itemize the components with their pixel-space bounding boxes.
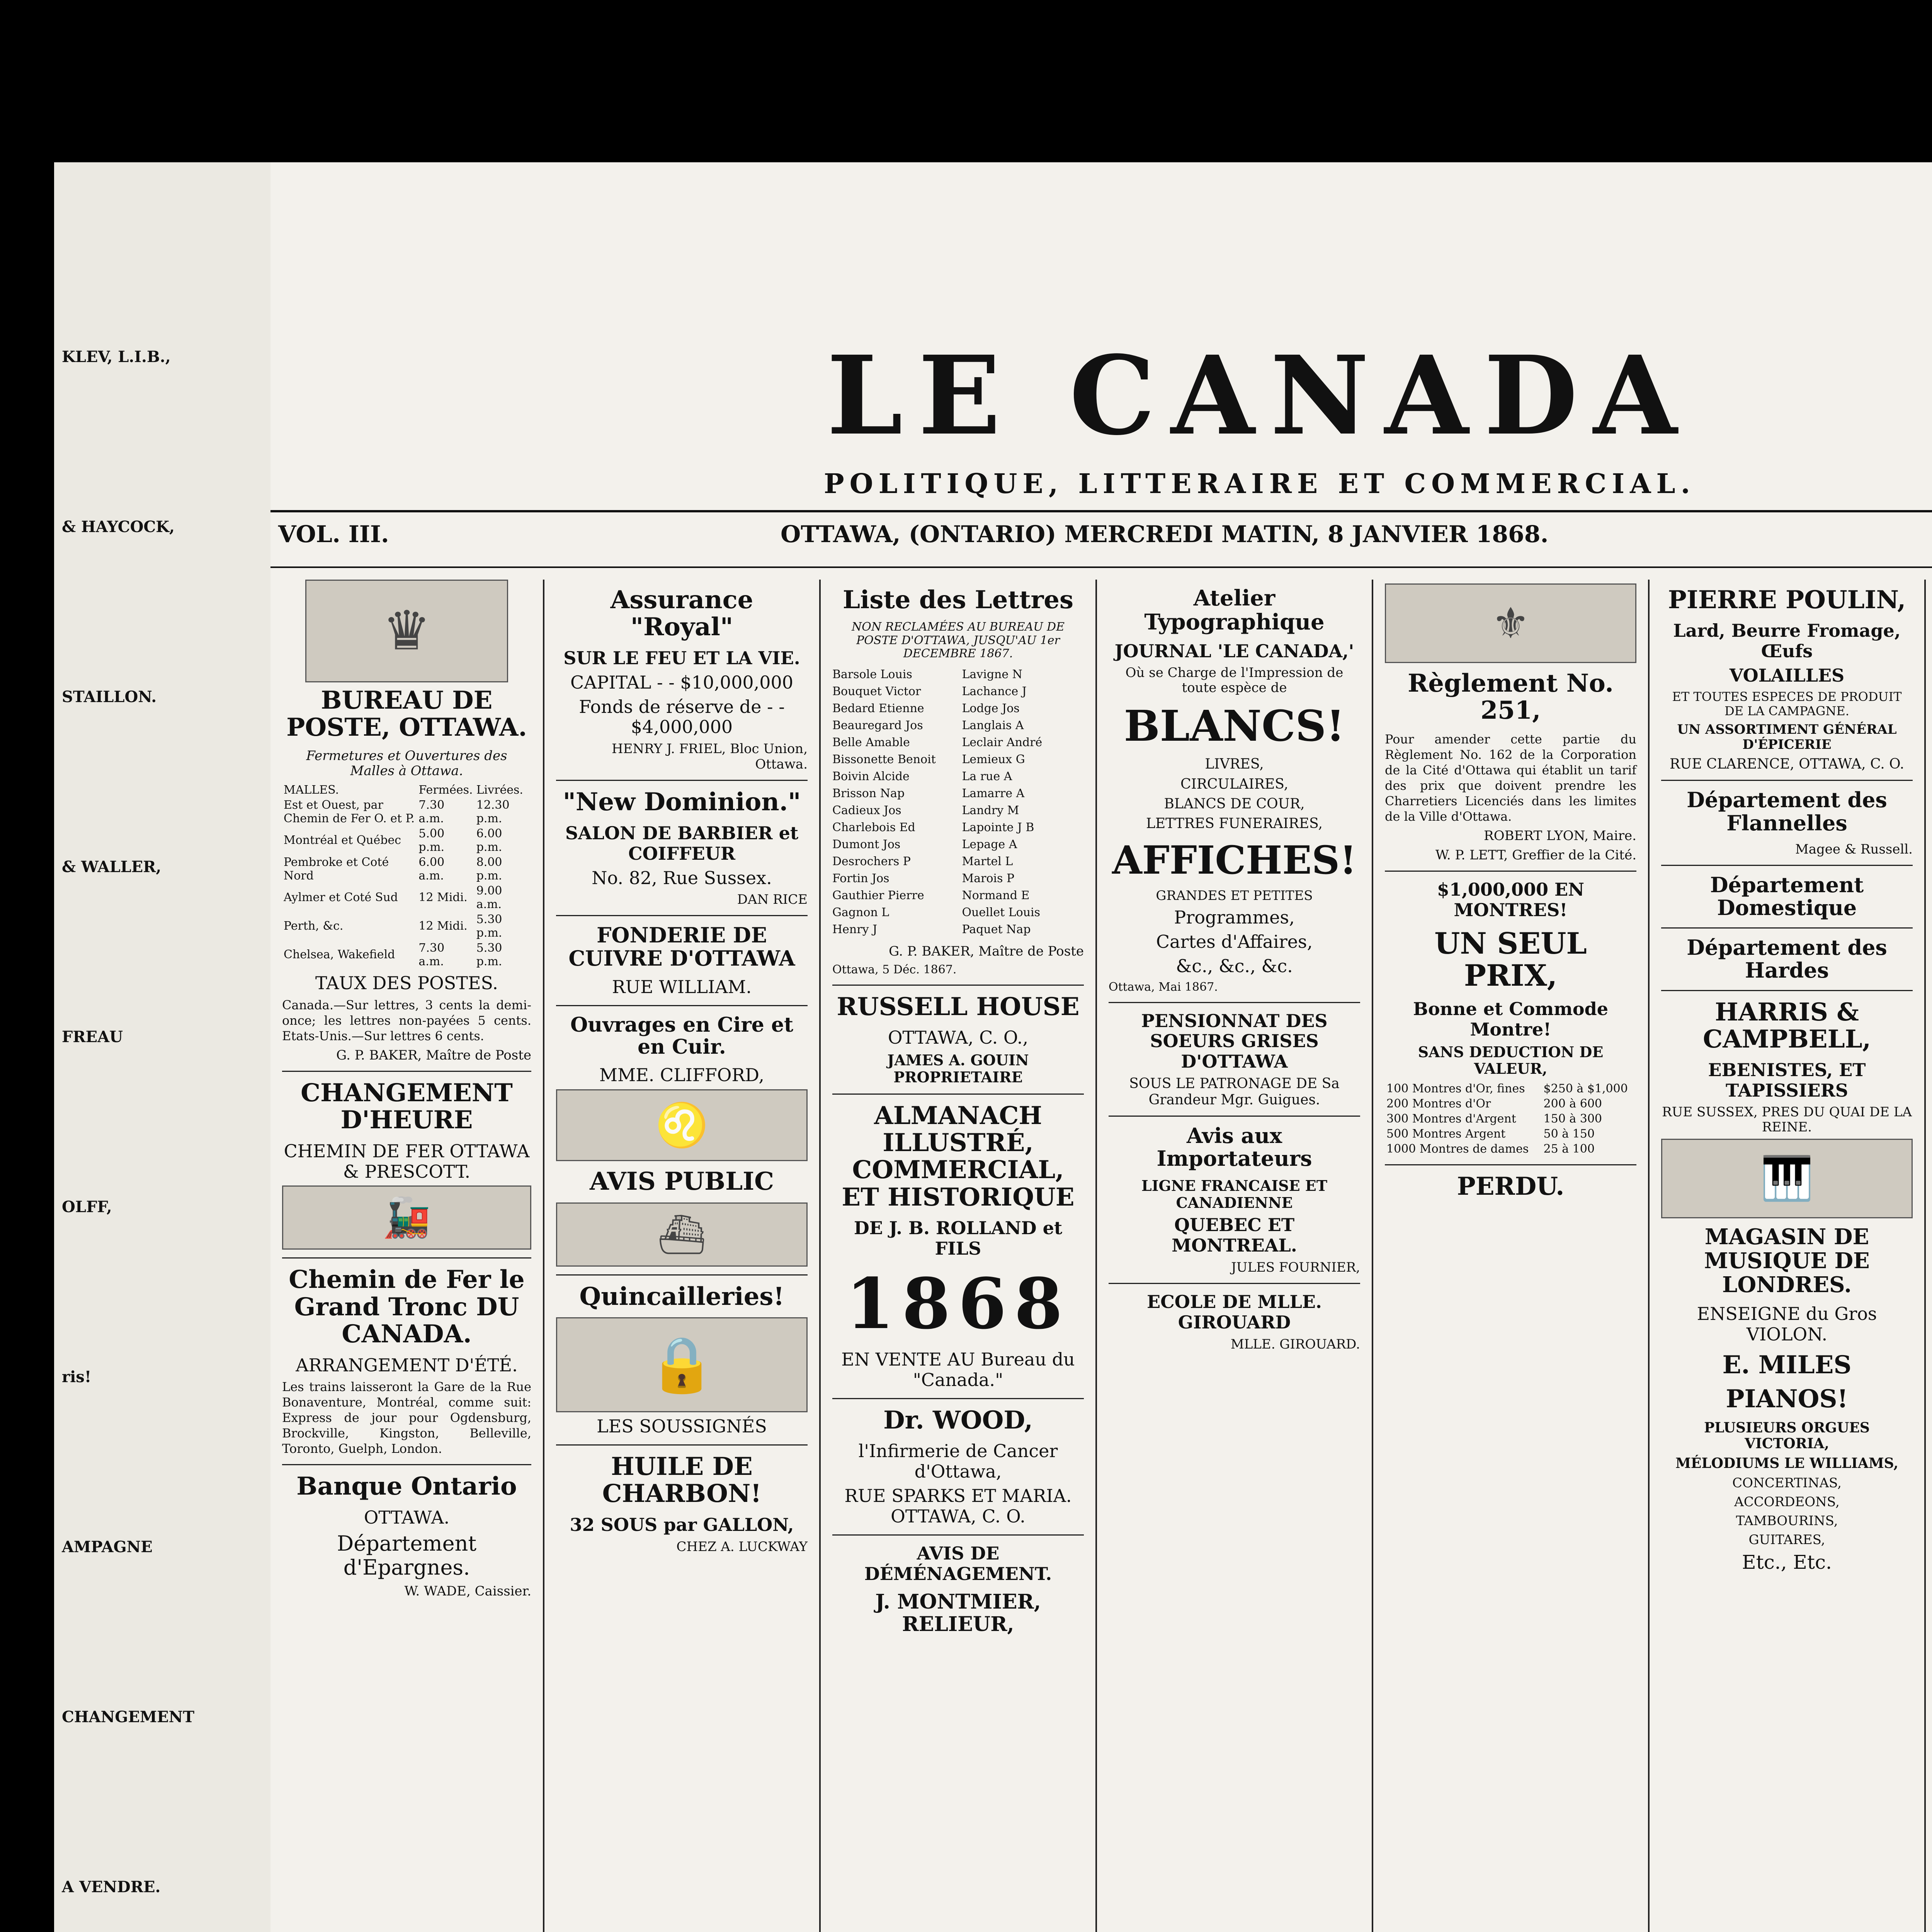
savings-dept-heading: Département d'Epargnes. bbox=[337, 1531, 477, 1580]
merchant-produce: ET TOUTES ESPECES DE PRODUIT DE LA CAMPAGNE. bbox=[1672, 689, 1902, 718]
blanks-heading: BLANCS! bbox=[1124, 701, 1345, 751]
table-cell: $250 à $1,000 bbox=[1543, 1082, 1628, 1095]
coat-of-arms-icon: ⚜ bbox=[1492, 599, 1530, 648]
strip-fragment: STAILLON. bbox=[62, 688, 157, 706]
table-cell: 7.30 a.m. bbox=[418, 941, 445, 968]
divider bbox=[1109, 1002, 1360, 1003]
list-item: Normand E bbox=[962, 888, 1030, 902]
cabinetmaker-address: RUE SUSSEX, PRES DU QUAI DE LA REINE. bbox=[1662, 1104, 1912, 1135]
foundry-heading: FONDERIE DE CUIVRE D'OTTAWA bbox=[568, 923, 795, 971]
wax-work-heading: Ouvrages en Cire et en Cuir. bbox=[570, 1013, 794, 1059]
divider bbox=[832, 985, 1084, 986]
table-row bbox=[282, 826, 531, 855]
table-cell: 6.00 p.m. bbox=[476, 827, 502, 854]
boarding-school-heading: PENSIONNAT DES SOEURS GRISES D'OTTAWA bbox=[1141, 1010, 1328, 1072]
russell-house-heading: RUSSELL HOUSE bbox=[837, 992, 1080, 1021]
column-6 bbox=[1650, 580, 1924, 1932]
flannel-dept-heading: Département des Flannelles bbox=[1687, 787, 1887, 835]
table-row bbox=[1385, 1126, 1636, 1141]
table-cell: 5.00 p.m. bbox=[418, 827, 445, 854]
list-item: La rue A bbox=[962, 769, 1012, 783]
steamship-illustration bbox=[556, 1202, 808, 1267]
list-item: Gauthier Pierre bbox=[832, 888, 924, 902]
newspaper-page bbox=[270, 162, 1932, 1932]
insurance-capital: CAPITAL - - $10,000,000 bbox=[570, 672, 794, 693]
list-item: Paquet Nap bbox=[962, 922, 1031, 936]
mayor-signature: ROBERT LYON, Maire. bbox=[1484, 828, 1636, 844]
organs-line: PLUSIEURS ORGUES VICTORIA, bbox=[1704, 1419, 1870, 1452]
instrument-item: ACCORDEONS, bbox=[1734, 1494, 1840, 1510]
music-store-owner: E. MILES bbox=[1722, 1350, 1852, 1379]
merchant-goods: Lard, Beurre Fromage, Œufs bbox=[1673, 620, 1901, 662]
column-4 bbox=[1097, 580, 1372, 1932]
padlock-icon: 🔒 bbox=[648, 1333, 716, 1396]
volume-number: VOL. III. bbox=[278, 521, 389, 548]
table-row bbox=[1385, 1141, 1636, 1156]
divider bbox=[1661, 927, 1913, 929]
cabinetmaker-heading: HARRIS & CAMPBELL, bbox=[1703, 997, 1871, 1054]
almanac-sale-location: EN VENTE AU Bureau du "Canada." bbox=[841, 1349, 1075, 1390]
table-cell: 200 Montres d'Or bbox=[1386, 1097, 1491, 1111]
almanac-year: 1868 bbox=[846, 1263, 1070, 1345]
list-item: Dumont Jos bbox=[832, 837, 901, 851]
table-cell: 1000 Montres de dames bbox=[1386, 1142, 1529, 1156]
piano-illustration bbox=[1661, 1139, 1913, 1218]
table-cell: Aylmer et Coté Sud bbox=[284, 891, 398, 905]
divider bbox=[1385, 871, 1636, 872]
clerk-signature: W. P. LETT, Greffier de la Cité. bbox=[1435, 847, 1636, 863]
divider bbox=[556, 1444, 808, 1446]
strip-fragment: KLEV, L.I.B., bbox=[62, 348, 171, 366]
masthead bbox=[270, 162, 1932, 549]
lost-notice-heading: PERDU. bbox=[1457, 1172, 1565, 1201]
insurance-agent: HENRY J. FRIEL, Bloc Union, Ottawa. bbox=[611, 741, 808, 772]
russell-house-city: OTTAWA, C. O., bbox=[888, 1027, 1029, 1048]
table-cell: 12 Midi. bbox=[418, 891, 468, 905]
list-item: Lamarre A bbox=[962, 786, 1025, 800]
lion-icon: ♌ bbox=[655, 1100, 708, 1150]
list-item: Beauregard Jos bbox=[832, 718, 923, 732]
divider bbox=[1109, 1116, 1360, 1117]
table-row bbox=[282, 912, 531, 940]
table-cell: 6.00 a.m. bbox=[418, 855, 445, 883]
list-item: Ouellet Louis bbox=[962, 905, 1040, 919]
journal-name: JOURNAL 'LE CANADA,' bbox=[1114, 641, 1354, 662]
list-item: Lapointe J B bbox=[962, 820, 1034, 834]
list-item: Charlebois Ed bbox=[832, 820, 915, 834]
barber-heading: "New Dominion." bbox=[563, 787, 801, 817]
barber-signature: DAN RICE bbox=[737, 892, 808, 908]
moving-notice-heading: AVIS DE DÉMÉNAGEMENT. bbox=[864, 1543, 1052, 1584]
list-item: Lavigne N bbox=[962, 667, 1022, 681]
railway-name: CHEMIN DE FER OTTAWA & PRESCOTT. bbox=[284, 1140, 530, 1182]
table-row bbox=[1385, 1111, 1636, 1126]
padlock-illustration bbox=[556, 1317, 808, 1412]
print-item: GRANDES ET PETITES bbox=[1156, 888, 1313, 903]
list-item: Lemieux G bbox=[962, 752, 1025, 766]
list-item: Barsole Louis bbox=[832, 667, 912, 681]
column-7 bbox=[1926, 580, 1932, 1932]
table-row bbox=[1385, 1081, 1636, 1096]
school-heading: ECOLE DE MLLE. GIROUARD bbox=[1147, 1291, 1322, 1333]
table-row bbox=[282, 940, 531, 969]
dateline-bar bbox=[270, 510, 1932, 568]
train-illustration bbox=[282, 1185, 531, 1250]
coal-oil-signature: CHEZ A. LUCKWAY bbox=[676, 1539, 808, 1554]
bylaw-heading: Règlement No. 251, bbox=[1408, 669, 1614, 725]
strip-fragment: AMPAGNE bbox=[62, 1538, 153, 1556]
strip-fragment: OLFF, bbox=[62, 1198, 112, 1216]
almanac-publisher: DE J. B. ROLLAND et FILS bbox=[854, 1218, 1063, 1259]
column-5 bbox=[1373, 580, 1648, 1932]
strip-fragment: A VENDRE. bbox=[62, 1878, 161, 1896]
school-signature: MLLE. GIROUARD. bbox=[1230, 1336, 1360, 1352]
divider bbox=[1661, 990, 1913, 991]
bank-heading: Banque Ontario bbox=[296, 1472, 517, 1501]
post-office-engraving bbox=[282, 580, 531, 680]
column-2 bbox=[544, 580, 819, 1932]
print-shop-intro: Où se Charge de l'Impression de toute espèce de bbox=[1125, 665, 1344, 696]
grocery-assortment: UN ASSORTIMENT GÉNÉRAL D'ÉPICERIE bbox=[1677, 721, 1897, 752]
list-item: Bissonette Benoit bbox=[832, 752, 936, 766]
table-cell: 100 Montres d'Or, fines bbox=[1386, 1082, 1525, 1095]
table-cell: 150 à 300 bbox=[1543, 1112, 1602, 1126]
print-item: LIVRES, bbox=[1205, 756, 1264, 772]
divider bbox=[556, 915, 808, 916]
grand-trunk-heading: Chemin de Fer le Grand Tronc DU CANADA. bbox=[289, 1265, 525, 1349]
summer-arrangement: ARRANGEMENT D'ÉTÉ. bbox=[296, 1354, 518, 1376]
divider bbox=[832, 1398, 1084, 1399]
postal-rates-text: Canada.—Sur lettres, 3 cents la demi-once; les lettres non-payées 5 cents. Etats-Unis.—Sur lettres 6 cents. bbox=[282, 997, 531, 1043]
melodeons-line: MÉLODIUMS LE WILLIAMS, bbox=[1675, 1455, 1898, 1472]
bank-city: OTTAWA. bbox=[364, 1507, 450, 1528]
ship-icon: ⛴ bbox=[657, 1211, 706, 1257]
postmaster-signature: G. P. BAKER, Maître de Poste bbox=[889, 943, 1084, 959]
list-item: Lachance J bbox=[962, 684, 1027, 698]
print-item: &c., &c., &c. bbox=[1176, 955, 1293, 976]
column-3 bbox=[821, 580, 1095, 1932]
flannel-dept-signature: Magee & Russell. bbox=[1795, 842, 1913, 857]
table-cell: Chelsea, Wakefield bbox=[284, 948, 395, 962]
single-price-heading: UN SEUL PRIX, bbox=[1434, 926, 1587, 993]
table-cell: 9.00 a.m. bbox=[476, 884, 502, 911]
coal-oil-price: 32 SOUS par GALLON, bbox=[570, 1514, 794, 1535]
list-item: Bedard Etienne bbox=[832, 701, 924, 715]
table-cell: 5.30 p.m. bbox=[476, 941, 502, 968]
divider bbox=[1661, 780, 1913, 781]
posters-heading: AFFICHES! bbox=[1112, 837, 1357, 883]
doctor-heading: Dr. WOOD, bbox=[883, 1405, 1033, 1435]
public-notice-heading: AVIS PUBLIC bbox=[590, 1167, 774, 1196]
left-adjacent-page-strip bbox=[54, 162, 270, 1932]
merchant-heading: PIERRE POULIN, bbox=[1668, 585, 1906, 614]
mail-schedule-table bbox=[282, 782, 531, 969]
boarding-school-patron: SOUS LE PATRONAGE DE Sa Grandeur Mgr. Guigues. bbox=[1129, 1076, 1340, 1108]
list-item: Henry J bbox=[832, 922, 878, 936]
name-list-left bbox=[832, 665, 954, 940]
train-icon: 🚂 bbox=[383, 1195, 431, 1240]
list-item: Desrochers P bbox=[832, 854, 911, 868]
infirmary-address: RUE SPARKS ET MARIA. OTTAWA, C. O. bbox=[844, 1485, 1072, 1527]
issue-date: OTTAWA, (ONTARIO) MERCREDI MATIN, 8 JANVIER 1868. bbox=[781, 521, 1549, 548]
table-cell: 25 à 100 bbox=[1543, 1142, 1595, 1156]
barber-address: No. 82, Rue Sussex. bbox=[592, 867, 772, 888]
infirmary-name: l'Infirmerie de Cancer d'Ottawa, bbox=[858, 1440, 1058, 1482]
list-item: Lepage A bbox=[962, 837, 1017, 851]
bylaw-text: Pour amender cette partie du Règlement No. 162 de la Corporation de la Cité d'Ottawa qui établit un tarif des prix que doivent prendre les Charretiers Licenciés dans les limites de la Ville d'Ottawa. bbox=[1385, 731, 1636, 824]
wax-work-signature: MME. CLIFFORD, bbox=[599, 1065, 764, 1086]
cashier-signature: W. WADE, Caissier. bbox=[404, 1583, 531, 1599]
shipping-line-name: LIGNE FRANCAISE ET CANADIENNE bbox=[1141, 1177, 1328, 1211]
clothing-dept-heading: Département des Hardes bbox=[1687, 935, 1887, 983]
divider bbox=[282, 1071, 531, 1072]
instrument-item: TAMBOURINS, bbox=[1736, 1513, 1838, 1529]
letters-list-subheading: NON RECLAMÉES AU BUREAU DE POSTE D'OTTAWA, JUSQU'AU 1er DECEMBRE 1867. bbox=[851, 620, 1065, 661]
coal-oil-heading: HUILE DE CHARBON! bbox=[602, 1452, 762, 1509]
table-row bbox=[1385, 1096, 1636, 1111]
table-cell: Perth, &c. bbox=[284, 919, 344, 933]
strip-fragment: & HAYCOCK, bbox=[62, 518, 175, 536]
divider bbox=[556, 1005, 808, 1006]
piano-icon: 🎹 bbox=[1760, 1153, 1813, 1203]
domestic-dept-heading: Département Domestique bbox=[1710, 872, 1864, 920]
list-item: Bouquet Victor bbox=[832, 684, 921, 698]
watch-subheading: Bonne et Commode Montre! bbox=[1413, 998, 1608, 1040]
royal-arms-illustration bbox=[305, 580, 508, 682]
pianos-heading: PIANOS! bbox=[1726, 1384, 1848, 1414]
insurance-heading: Assurance "Royal" bbox=[610, 585, 753, 642]
cabinetmaker-subheading: EBENISTES, ET TAPISSIERS bbox=[1708, 1060, 1866, 1101]
divider bbox=[832, 1094, 1084, 1095]
strip-fragment: FREAU bbox=[62, 1028, 123, 1046]
table-row bbox=[282, 855, 531, 883]
instrument-item: CONCERTINAS, bbox=[1732, 1475, 1842, 1491]
print-shop-date: Ottawa, Mai 1867. bbox=[1109, 980, 1218, 994]
newspaper-title: LE CANADA bbox=[827, 332, 1693, 459]
list-item: Cadieux Jos bbox=[832, 803, 901, 817]
table-cell: 5.30 p.m. bbox=[476, 912, 502, 940]
importers-notice-heading: Avis aux Importateurs bbox=[1156, 1123, 1312, 1171]
letters-name-list bbox=[832, 665, 1084, 940]
divider bbox=[282, 1257, 531, 1259]
shipping-agent: JULES FOURNIER, bbox=[1231, 1259, 1360, 1275]
divider bbox=[1109, 1283, 1360, 1284]
column-1 bbox=[270, 580, 543, 1932]
shipping-route: QUEBEC ET MONTREAL. bbox=[1172, 1214, 1297, 1256]
table-cell: 12.30 p.m. bbox=[476, 798, 510, 825]
newspaper-subtitle: POLITIQUE, LITTERAIRE ET COMMERCIAL. bbox=[823, 468, 1696, 500]
table-header: Livrées. bbox=[476, 783, 523, 797]
print-item: Programmes, bbox=[1174, 906, 1295, 928]
table-cell: 500 Montres Argent bbox=[1386, 1127, 1506, 1141]
divider bbox=[832, 1534, 1084, 1536]
post-office-subheading: Fermetures et Ouvertures des Malles à Ottawa. bbox=[306, 748, 507, 779]
list-item: Marois P bbox=[962, 871, 1015, 885]
list-item: Lodge Jos bbox=[962, 701, 1020, 715]
table-cell: 300 Montres d'Argent bbox=[1386, 1112, 1516, 1126]
postal-rates-heading: TAUX DES POSTES. bbox=[315, 972, 498, 993]
table-header: MALLES. bbox=[284, 783, 339, 797]
print-shop-heading: Atelier Typographique bbox=[1144, 585, 1325, 635]
table-header-row bbox=[282, 782, 531, 798]
city-arms-illustration bbox=[1385, 583, 1636, 663]
lion-illustration bbox=[556, 1089, 808, 1161]
strip-fragment: ris! bbox=[62, 1368, 92, 1386]
music-store-sign: ENSEIGNE du Gros VIOLON. bbox=[1697, 1303, 1877, 1345]
watches-heading: $1,000,000 EN MONTRES! bbox=[1437, 879, 1585, 920]
grand-trunk-text: Les trains laisseront la Gare de la Rue Bonaventure, Montréal, comme suit: Express de jour pour Ogdensburg, Brockville, Kingston, Belleville, Toronto, Guelph, London. bbox=[282, 1379, 531, 1456]
list-item: Fortin Jos bbox=[832, 871, 889, 885]
merchant-address: RUE CLARENCE, OTTAWA, C. O. bbox=[1669, 756, 1905, 772]
table-cell: 50 à 150 bbox=[1543, 1127, 1595, 1141]
list-item: Boivin Alcide bbox=[832, 769, 910, 783]
list-item: Leclair André bbox=[962, 735, 1043, 749]
list-item: Landry M bbox=[962, 803, 1019, 817]
list-item: Gagnon L bbox=[832, 905, 889, 919]
letters-list-heading: Liste des Lettres bbox=[843, 585, 1073, 614]
list-item: Martel L bbox=[962, 854, 1013, 868]
table-cell: 12 Midi. bbox=[418, 919, 468, 933]
foundry-address: RUE WILLIAM. bbox=[612, 976, 752, 998]
table-cell: Est et Ouest, par Chemin de Fer O. et P. bbox=[284, 798, 415, 825]
table-cell: 200 à 600 bbox=[1543, 1097, 1602, 1111]
name-list-right bbox=[962, 665, 1084, 940]
list-item: Brisson Nap bbox=[832, 786, 905, 800]
table-cell: Pembroke et Coté Nord bbox=[284, 855, 389, 883]
print-item: CIRCULAIRES, bbox=[1180, 776, 1289, 792]
table-cell: Montréal et Québec bbox=[284, 833, 401, 847]
strip-fragment: CHANGEMENT bbox=[62, 1708, 194, 1726]
almanac-heading: ALMANACH ILLUSTRÉ, COMMERCIAL, ET HISTORIQUE bbox=[842, 1101, 1075, 1212]
hardware-subheading: LES SOUSSIGNÉS bbox=[597, 1416, 767, 1437]
timetable-change-heading: CHANGEMENT D'HEURE bbox=[301, 1078, 513, 1135]
barber-subheading: SALON DE BARBIER et COIFFEUR bbox=[565, 822, 799, 864]
instrument-item: GUITARES, bbox=[1748, 1532, 1825, 1548]
music-store-heading: MAGASIN DE MUSIQUE DE LONDRES. bbox=[1704, 1224, 1870, 1298]
postmaster-signature: G. P. BAKER, Maître de Poste bbox=[336, 1047, 531, 1063]
table-cell: 7.30 a.m. bbox=[418, 798, 445, 825]
divider bbox=[282, 1464, 531, 1465]
watch-no-deduction: SANS DEDUCTION DE VALEUR, bbox=[1418, 1043, 1604, 1078]
divider bbox=[1661, 865, 1913, 866]
instrument-item: Etc., Etc. bbox=[1742, 1551, 1832, 1574]
bookbinder-heading: J. MONTMIER, RELIEUR, bbox=[875, 1590, 1041, 1636]
crown-icon: ♛ bbox=[382, 599, 431, 663]
strip-fragment: & WALLER, bbox=[62, 858, 162, 876]
table-header: Fermées. bbox=[418, 783, 473, 797]
insurance-reserve: Fonds de réserve de - - $4,000,000 bbox=[579, 696, 785, 738]
divider bbox=[556, 1274, 808, 1276]
letters-list-date: Ottawa, 5 Déc. 1867. bbox=[832, 963, 957, 976]
print-item: LETTRES FUNERAIRES, bbox=[1146, 816, 1323, 832]
table-cell: 8.00 p.m. bbox=[476, 855, 502, 883]
divider bbox=[1385, 1164, 1636, 1165]
russell-house-owner: JAMES A. GOUIN PROPRIETAIRE bbox=[887, 1051, 1029, 1086]
list-item: Belle Amable bbox=[832, 735, 910, 749]
list-item: Langlais A bbox=[962, 718, 1024, 732]
table-row bbox=[282, 798, 531, 826]
hardware-heading: Quincailleries! bbox=[579, 1282, 784, 1311]
print-item: Cartes d'Affaires, bbox=[1156, 931, 1313, 952]
post-office-heading: BUREAU DE POSTE, OTTAWA. bbox=[286, 686, 527, 742]
watch-price-table bbox=[1385, 1081, 1636, 1156]
table-row bbox=[282, 883, 531, 912]
divider bbox=[556, 780, 808, 781]
insurance-subheading: SUR LE FEU ET LA VIE. bbox=[563, 647, 800, 668]
merchant-poultry: VOLAILLES bbox=[1729, 665, 1845, 686]
print-item: BLANCS DE COUR, bbox=[1164, 796, 1305, 812]
